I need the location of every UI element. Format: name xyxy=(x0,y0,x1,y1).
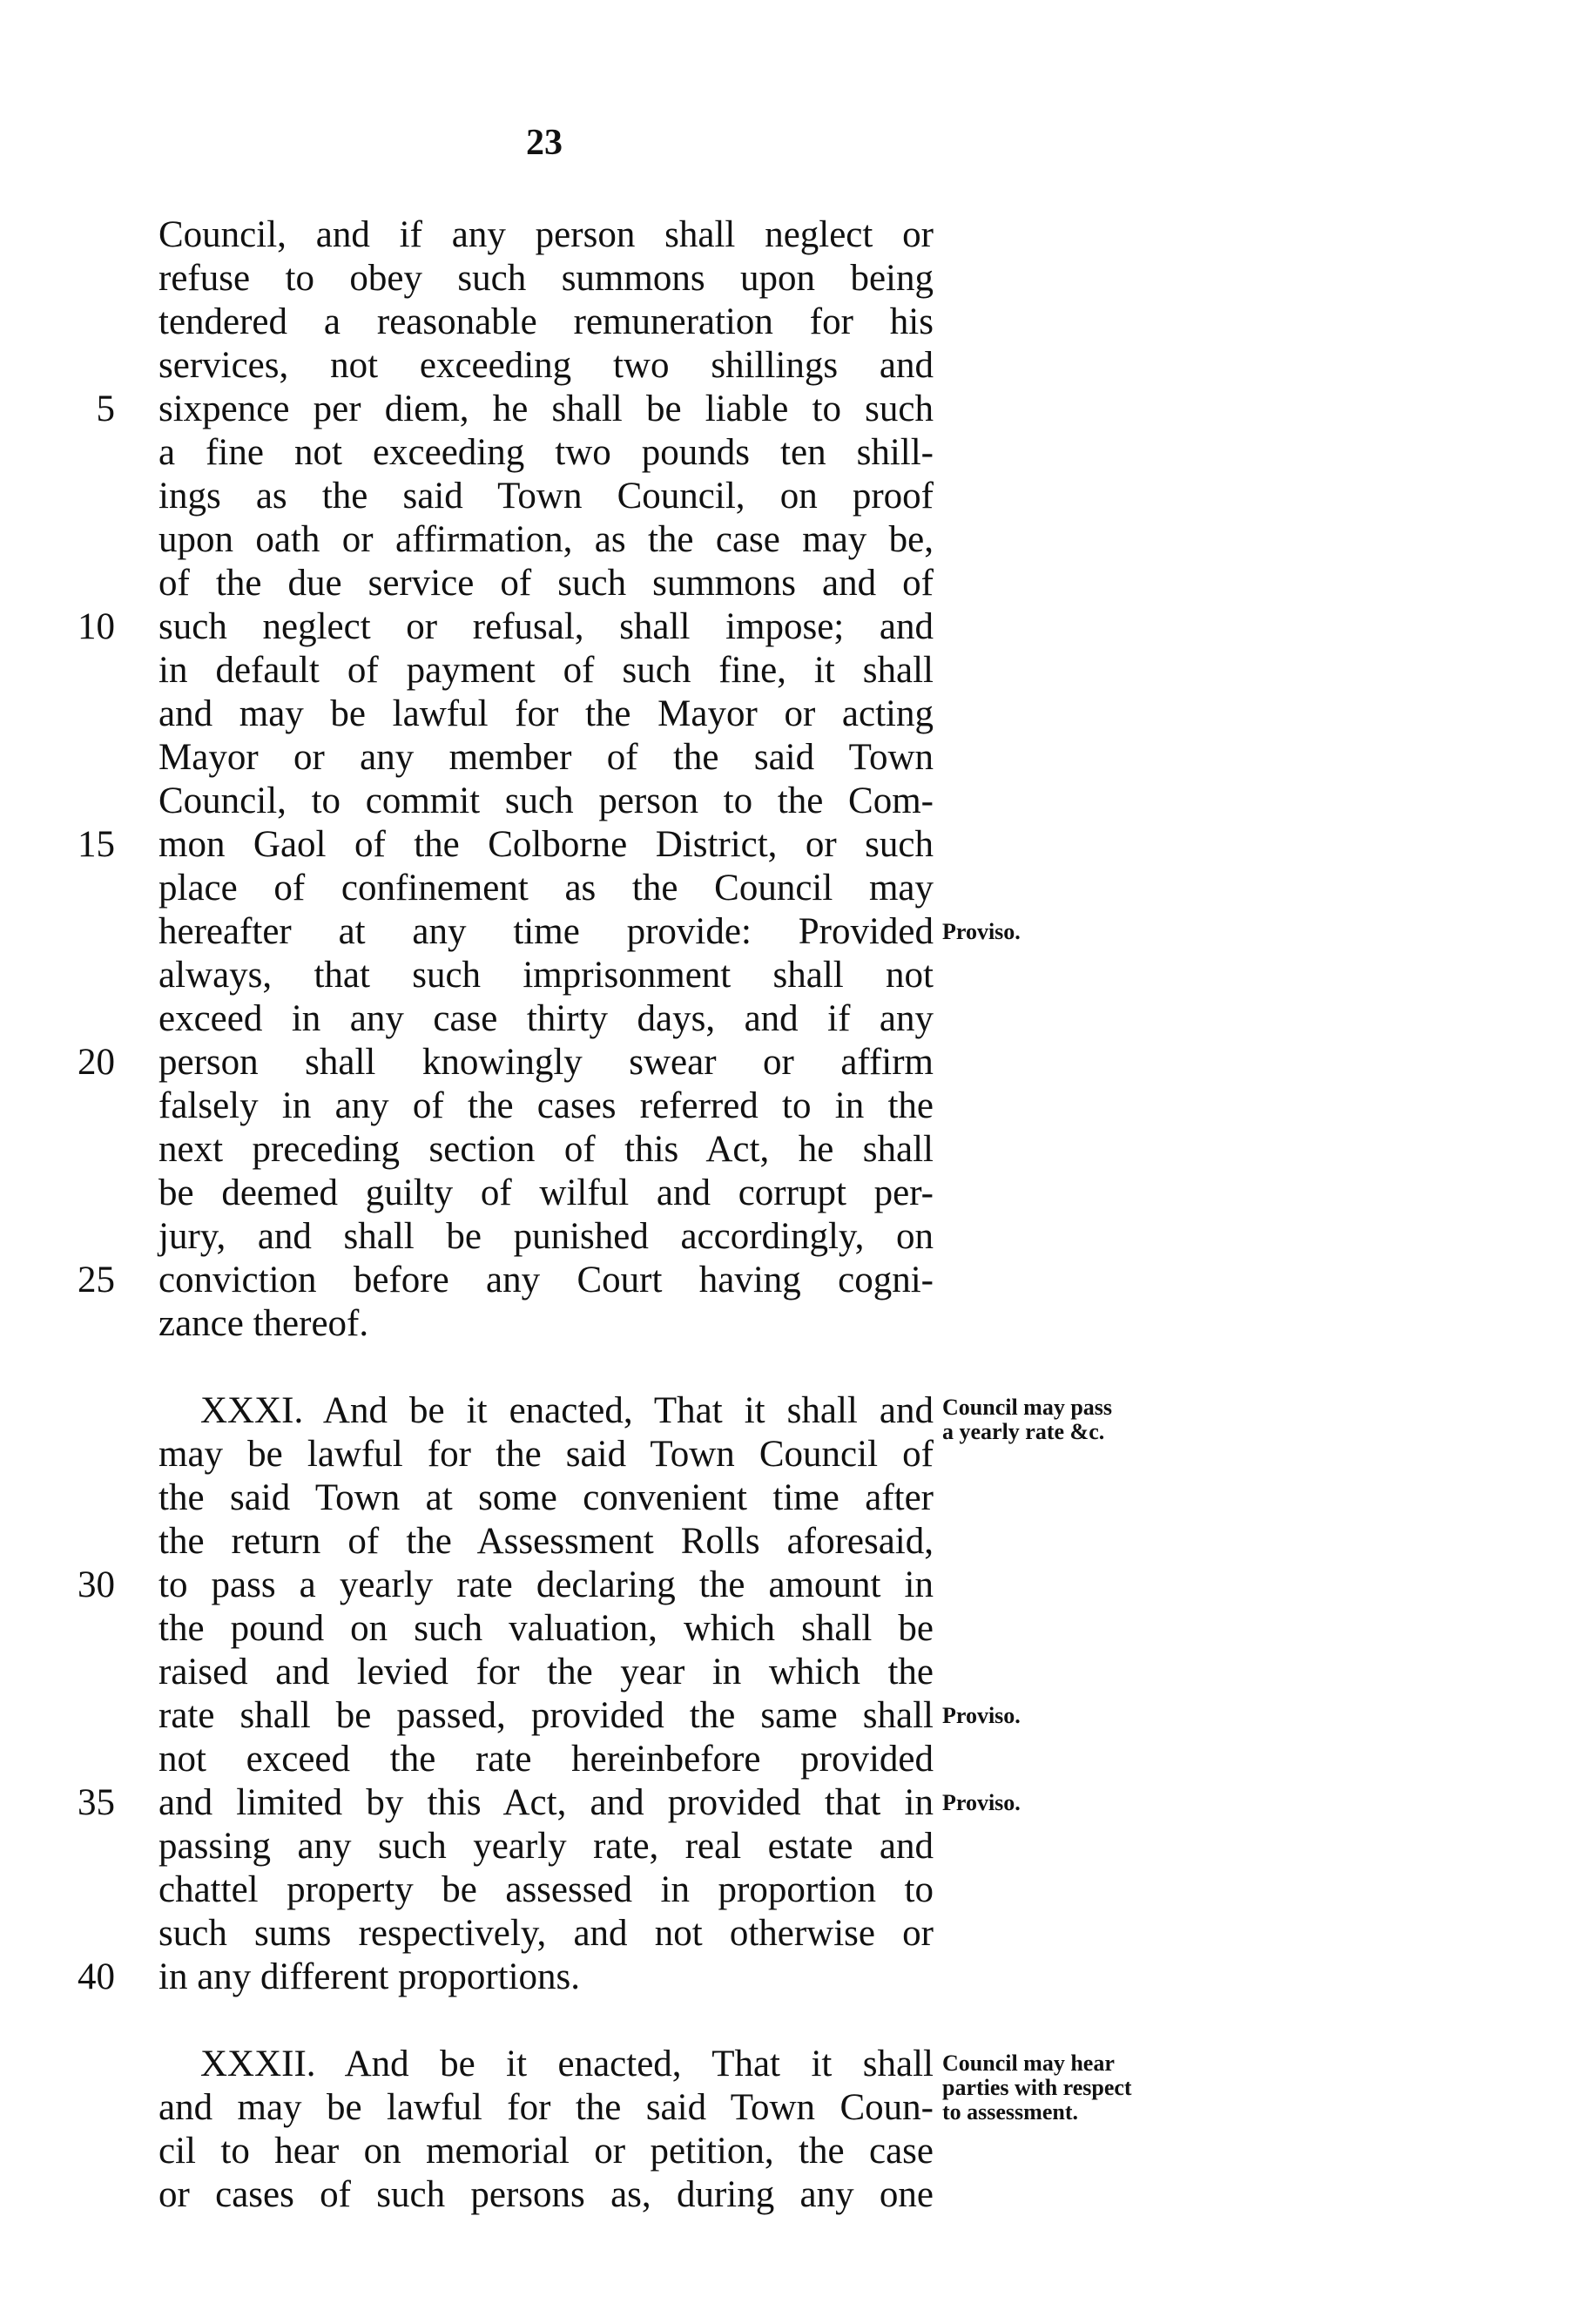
text-line: not exceed the rate hereinbefore provided xyxy=(158,1739,934,1780)
line-number: 25 xyxy=(78,1260,115,1300)
line-number: 10 xyxy=(78,606,115,647)
text-line: Council, and if any person shall neglect or xyxy=(158,214,934,255)
text-line: may be lawful for the said Town Council of xyxy=(158,1434,934,1475)
text-line: services, not exceeding two shillings and xyxy=(158,345,934,386)
text-line: of the due service of such summons and of xyxy=(158,563,934,604)
text-line: falsely in any of the cases referred to in the xyxy=(158,1085,934,1126)
margin-note-yearly-rate: Council may pass a yearly rate &c. xyxy=(942,1395,1113,1444)
text-line: and may be lawful for the Mayor or acting xyxy=(158,693,934,734)
text-line: ings as the said Town Council, on proof xyxy=(158,476,934,517)
text-line: raised and levied for the year in which the xyxy=(158,1652,934,1692)
line-number: 5 xyxy=(96,388,115,429)
text-line: the return of the Assessment Rolls aforesaid, xyxy=(158,1521,934,1562)
text-line: refuse to obey such summons upon being xyxy=(158,258,934,299)
text-line: tendered a reasonable remuneration for his xyxy=(158,301,934,342)
text-line: the pound on such valuation, which shall be xyxy=(158,1608,934,1649)
line-number: 35 xyxy=(78,1782,115,1823)
text-line: chattel property be assessed in proportion to xyxy=(158,1869,934,1910)
text-line: be deemed guilty of wilful and corrupt per- xyxy=(158,1172,934,1213)
text-line: passing any such yearly rate, real estate and xyxy=(158,1826,934,1867)
text-line: zance thereof. xyxy=(158,1303,369,1344)
text-line: conviction before any Court having cogni- xyxy=(158,1260,934,1300)
text-line: person shall knowingly swear or affirm xyxy=(158,1042,934,1083)
text-line: rate shall be passed, provided the same shall xyxy=(158,1695,934,1736)
text-line: or cases of such persons as, during any one xyxy=(158,2174,934,2215)
text-line: jury, and shall be punished accordingly, on xyxy=(158,1216,934,1257)
line-number: 15 xyxy=(78,824,115,865)
text-line: cil to hear on memorial or petition, the case xyxy=(158,2131,934,2172)
text-line: exceed in any case thirty days, and if any xyxy=(158,998,934,1039)
text-line: in any different proportions. xyxy=(158,1956,581,1997)
text-line: upon oath or affirmation, as the case may be, xyxy=(158,519,934,560)
text-line: sixpence per diem, he shall be liable to such xyxy=(158,388,934,429)
text-line: to pass a yearly rate declaring the amount in xyxy=(158,1564,934,1605)
text-line: a fine not exceeding two pounds ten shill- xyxy=(158,432,934,473)
margin-note-proviso: Proviso. xyxy=(942,1703,1021,1728)
section-heading-line: XXXI. And be it enacted, That it shall and xyxy=(200,1390,934,1431)
text-line: always, that such imprisonment shall not xyxy=(158,955,934,996)
section-heading-line: XXXII. And be it enacted, That it shall xyxy=(200,2044,934,2084)
text-line: place of confinement as the Council may xyxy=(158,868,934,909)
text-line: such sums respectively, and not otherwise or xyxy=(158,1913,934,1954)
line-number: 30 xyxy=(78,1564,115,1605)
margin-note-proviso: Proviso. xyxy=(942,1790,1021,1815)
line-number: 20 xyxy=(78,1042,115,1083)
text-line: such neglect or refusal, shall impose; and xyxy=(158,606,934,647)
line-number: 40 xyxy=(78,1956,115,1997)
text-line: Mayor or any member of the said Town xyxy=(158,737,934,778)
text-line: next preceding section of this Act, he shall xyxy=(158,1129,934,1170)
text-line: mon Gaol of the Colborne District, or such xyxy=(158,824,934,865)
margin-note-hear-parties: Council may hear parties with respect to assessment. xyxy=(942,2050,1132,2125)
text-line: hereafter at any time provide: Provided xyxy=(158,911,934,952)
text-line: and may be lawful for the said Town Coun- xyxy=(158,2087,934,2128)
text-line: Council, to commit such person to the Com- xyxy=(158,780,934,821)
text-line: and limited by this Act, and provided that in xyxy=(158,1782,934,1823)
text-line: the said Town at some convenient time after xyxy=(158,1477,934,1518)
margin-note-proviso: Proviso. xyxy=(942,919,1021,944)
page-number: 23 xyxy=(526,123,563,163)
text-line: in default of payment of such fine, it shall xyxy=(158,650,934,691)
